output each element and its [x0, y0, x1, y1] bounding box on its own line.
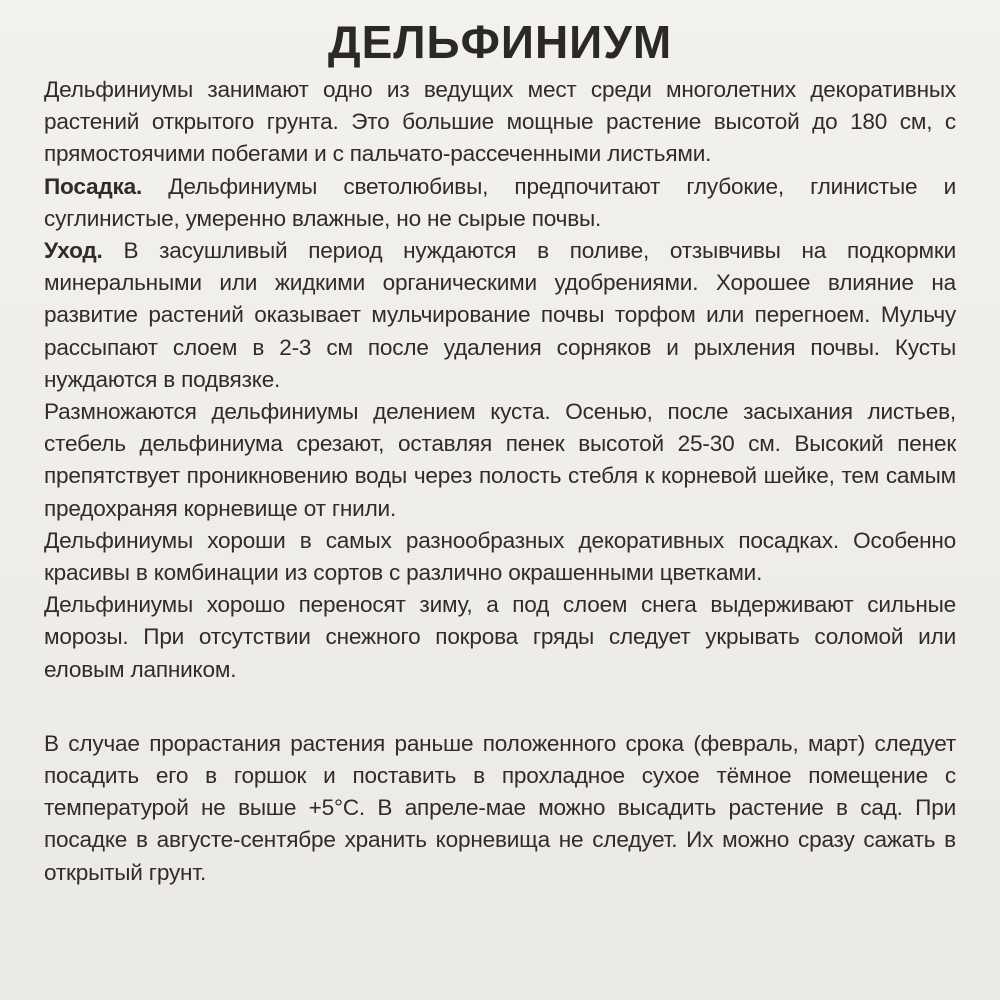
- paragraph-heading: Посадка.: [44, 173, 143, 199]
- paragraph-decorative-use: [44, 525, 956, 589]
- paragraph-winter: [44, 589, 956, 686]
- spacer: [44, 686, 956, 728]
- paragraph-intro: [44, 74, 956, 171]
- paragraph-planting: [44, 171, 956, 235]
- paragraph-heading: Уход.: [44, 238, 103, 264]
- paragraph-text: Размножаются дельфиниумы делением куста. Осенью, после засыхания листьев, стебель дельфиниума срезают, оставляя пенек высотой 25-30 см. Высокий пенек препятствует проникновению воды через полость стебля к корневой шейке, тем самым предохраняя корневище от гнили.: [44, 399, 956, 521]
- paragraph-text: Дельфиниумы светолюбивы, предпочитают глубокие, глинистые и суглинистые, умеренно влажные, но не сырые почвы.: [44, 173, 956, 231]
- paragraph-text: В засушливый период нуждаются в поливе, отзывчивы на подкормки минеральными или жидкими органическими удобрениями. Хорошее влияние на развитие растений оказывает мульчирование почвы торфом или перегноем. Мульчу рассыпают слоем в 2-3 см после удаления сорняков и рыхления почвы. Кусты нуждаются в подвязке.: [44, 238, 956, 392]
- paragraph-storage-note: В случае прорастания растения раньше положенного срока (февраль, март) следует посадить его в горшок и поставить в прохладное сухое тёмное помещение с температурой не выше +5°С. В апреле-мае можно высадить растение в сад. При посадке в августе-сентябре хранить корневища не следует. Их можно сразу сажать в открытый грунт.: [44, 730, 956, 885]
- paragraph-text: Дельфиниумы хорошо переносят зиму, а под слоем снега выдерживают сильные морозы. При отсутствии снежного покрова гряды следует укрывать соломой или еловым лапником.: [44, 592, 956, 682]
- paragraph-care: [44, 235, 956, 396]
- paragraph-text: Дельфиниумы хороши в самых разнообразных декоративных посадках. Особенно красивы в комбинации из сортов с различно окрашенными цветками.: [44, 527, 956, 586]
- page-title: ДЕЛЬФИНИУМ: [327, 16, 673, 68]
- paragraph-propagation: [44, 396, 956, 525]
- body-text: [44, 74, 956, 889]
- paragraph-text: Дельфиниумы занимают одно из ведущих мест среди многолетних декоративных растений открытого грунта. Это большие мощные растение высотой до 180 см, с прямостоячими побегами и с пальчато-рассеченными листьями.: [44, 77, 956, 167]
